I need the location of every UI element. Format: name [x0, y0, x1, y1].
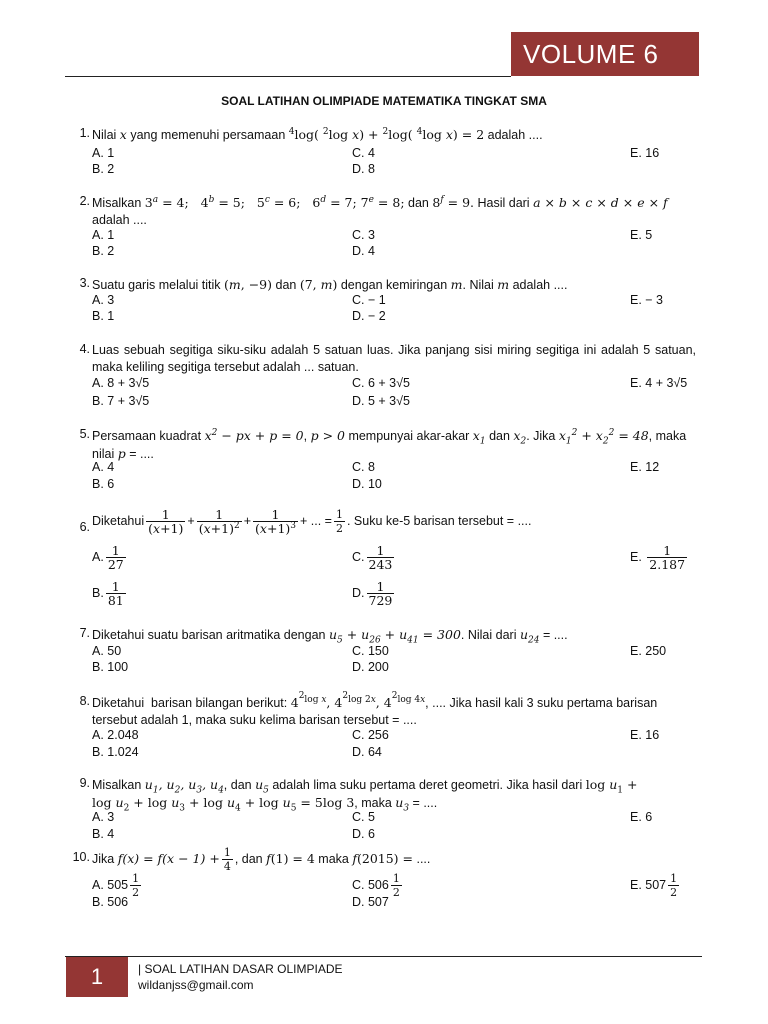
- question-text-line2: tersebut adalah 1, maka suku kelima barisan tersebut = ....: [92, 713, 417, 727]
- question-number: 7.: [79, 626, 90, 640]
- option-e: E. $\frac{1}{2.187}$: [630, 543, 686, 572]
- option-c: C. 256: [352, 728, 389, 742]
- option-b: B. 2: [92, 162, 115, 176]
- option-e: E. 6: [630, 810, 653, 824]
- question-text: Persamaan kuadrat $x^2$ − px + p = 0, p > 0 mempunyai akar-akar $x_1$ dan $x_2$. Jika $x_1^2 + x_2^2 = 48$, maka nilai p = ....: [92, 427, 687, 461]
- option-d: D. − 2: [352, 309, 386, 323]
- option-c: C. 3: [352, 228, 375, 242]
- option-b: B. $\frac{1}{81}$: [92, 579, 124, 608]
- option-e: E. 4 + 3√5: [630, 376, 688, 390]
- question-7: [72, 626, 696, 676]
- option-d: D. 4: [352, 244, 375, 258]
- option-text: C. 506: [352, 877, 389, 892]
- option-text: E. 507: [630, 877, 667, 892]
- question-3: [72, 276, 696, 326]
- option-a: A. 8 + 3√5: [92, 376, 150, 390]
- option-denominator: 729: [368, 593, 393, 608]
- option-d: D. 8: [352, 162, 375, 176]
- question-text: Nilai x yang memenuhi persamaan $^4$log( $^2$log x) + $^2$log( $^4$log x) = 2 adalah ....: [92, 126, 543, 142]
- option-label: B.: [92, 585, 104, 600]
- option-b: B. 1.024: [92, 745, 139, 759]
- option-c: C. 4: [352, 146, 375, 160]
- option-d: D. 507: [352, 895, 389, 909]
- option-b: B. 1: [92, 309, 115, 323]
- question-text: Misalkan $3^a = 4$; $4^b = 5$; $5^c = 6$; $6^d = 7$; $7^e = 8$; dan $8^f = 9$. Hasil dari a × b × c × d × e × f adalah ....: [92, 194, 668, 227]
- option-d: D. 5 + 3√5: [352, 394, 410, 408]
- footer-rule: [65, 956, 702, 957]
- option-e: E. 250: [630, 644, 667, 658]
- option-a: A. 505 $\frac{1}{2}$: [92, 872, 140, 899]
- option-b: B. 2: [92, 244, 115, 258]
- option-c: C. 506 $\frac{1}{2}$: [352, 872, 400, 899]
- question-9: [72, 776, 696, 844]
- question-2: [72, 194, 696, 258]
- question-10: [72, 846, 696, 914]
- question-text: Luas sebuah segitiga siku-siku adalah 5 satuan luas. Jika panjang sisi miring segitiga ini adalah 5 satuan, maka keliling segitiga tersebut adalah ... satuan.: [92, 343, 696, 374]
- option-denominator: 2.187: [649, 557, 686, 572]
- page-number: 1: [90, 964, 104, 989]
- option-a: A. $\frac{1}{27}$: [92, 543, 124, 572]
- question-5: [72, 427, 696, 495]
- volume-label: VOLUME 6: [523, 39, 659, 69]
- question-text: Diketahui barisan bilangan berikut: $4^{^2log x}$, $4^{^2log 2x}$, $4^{^2log 4x}$, .... Jika hasil kali 3 suku pertama barisan tersebut adalah 1, maka suku kelima barisan tersebut = ....: [92, 690, 658, 727]
- option-denominator: 27: [107, 557, 124, 572]
- question-number: 10.: [72, 850, 90, 864]
- option-a: A. 3: [92, 810, 115, 824]
- question-number: 4.: [79, 342, 90, 356]
- option-c: C. − 1: [352, 293, 386, 307]
- option-e: E. − 3: [630, 293, 664, 307]
- option-d: D. 64: [352, 745, 382, 759]
- option-label: A.: [92, 549, 104, 564]
- option-c: C. $\frac{1}{243}$: [352, 543, 393, 572]
- option-c: C. 5: [352, 810, 375, 824]
- page-title: SOAL LATIHAN OLIMPIADE MATEMATIKA TINGKAT SMA: [221, 94, 547, 108]
- option-label: D.: [352, 585, 365, 600]
- option-e: E. 5: [630, 228, 653, 242]
- option-denominator: 243: [368, 557, 393, 572]
- header-rule: [65, 76, 511, 77]
- option-b: B. 4: [92, 827, 115, 841]
- question-number: 2.: [79, 194, 90, 208]
- question-number: 1.: [79, 126, 90, 140]
- question-text: Suatu garis melalui titik (m, −9) dan (7, m) dengan kemiringan m. Nilai m adalah ....: [92, 277, 568, 292]
- option-b: B. 6: [92, 477, 115, 491]
- option-d: D. 10: [352, 477, 382, 491]
- page-number-box: [66, 957, 128, 997]
- option-a: A. 50: [92, 644, 122, 658]
- option-b: B. 7 + 3√5: [92, 394, 150, 408]
- question-text: Jika f(x) = f(x − 1) + $\frac{1}{4}$ , dan f(1) = 4 maka f(2015) = ....: [92, 846, 431, 873]
- question-4: [72, 342, 696, 412]
- option-d: D. $\frac{1}{729}$: [352, 579, 393, 608]
- question-text: Diketahui $\frac{1}{(x+1)}$ + $\frac{1}{(x+1)^2}$ + $\frac{1}{(x+1)^3}$ + ... = $\frac{1}{2}$ . Suku ke-5 barisan tersebut = ....: [92, 507, 532, 536]
- question-number: 5.: [79, 427, 90, 441]
- option-c: C. 150: [352, 644, 389, 658]
- option-e: E. 16: [630, 728, 660, 742]
- option-e: E. 16: [630, 146, 660, 160]
- option-text: A. 505: [92, 877, 129, 892]
- option-a: A. 3: [92, 293, 115, 307]
- option-e: E. 507 $\frac{1}{2}$: [630, 872, 678, 899]
- option-d: D. 6: [352, 827, 375, 841]
- option-a: A. 4: [92, 460, 115, 474]
- volume-banner: [511, 32, 699, 76]
- footer-title: | SOAL LATIHAN DASAR OLIMPIADE: [138, 962, 343, 976]
- option-denominator: 81: [107, 593, 124, 608]
- question-1: [72, 126, 696, 178]
- option-b: B. 100: [92, 660, 129, 674]
- question-8: [72, 690, 696, 762]
- option-c: C. 6 + 3√5: [352, 376, 410, 390]
- question-6: [72, 508, 696, 614]
- question-text: Diketahui suatu barisan aritmatika dengan $u_5 + u_{26} + u_{41} = 300$. Nilai dari $u_{24}$ = ....: [92, 627, 568, 646]
- question-number: 9.: [79, 776, 90, 790]
- question-number: 6.: [79, 520, 90, 534]
- option-label: E.: [630, 549, 642, 564]
- option-a: A. 1: [92, 228, 115, 242]
- option-e: E. 12: [630, 460, 660, 474]
- option-a: A. 1: [92, 146, 115, 160]
- option-a: A. 2.048: [92, 728, 139, 742]
- option-label: C.: [352, 549, 365, 564]
- option-c: C. 8: [352, 460, 375, 474]
- footer-email: wildanjss@gmail.com: [138, 978, 254, 992]
- question-number: 8.: [79, 694, 90, 708]
- question-number: 3.: [79, 276, 90, 290]
- option-b: B. 506: [92, 895, 129, 909]
- question-text-end: . Suku ke-5 barisan tersebut = ....: [346, 513, 532, 528]
- option-d: D. 200: [352, 660, 389, 674]
- question-text: Misalkan $u_1$, $u_2$, $u_3$, $u_4$, dan $u_5$ adalah lima suku pertama deret geometri. Jika hasil dari $\log u_1$ + $\log u_2 + \log u_3 + \log u_4 + \log u_5 = 5\log$ 3, maka $u_3$ = ....: [92, 777, 638, 814]
